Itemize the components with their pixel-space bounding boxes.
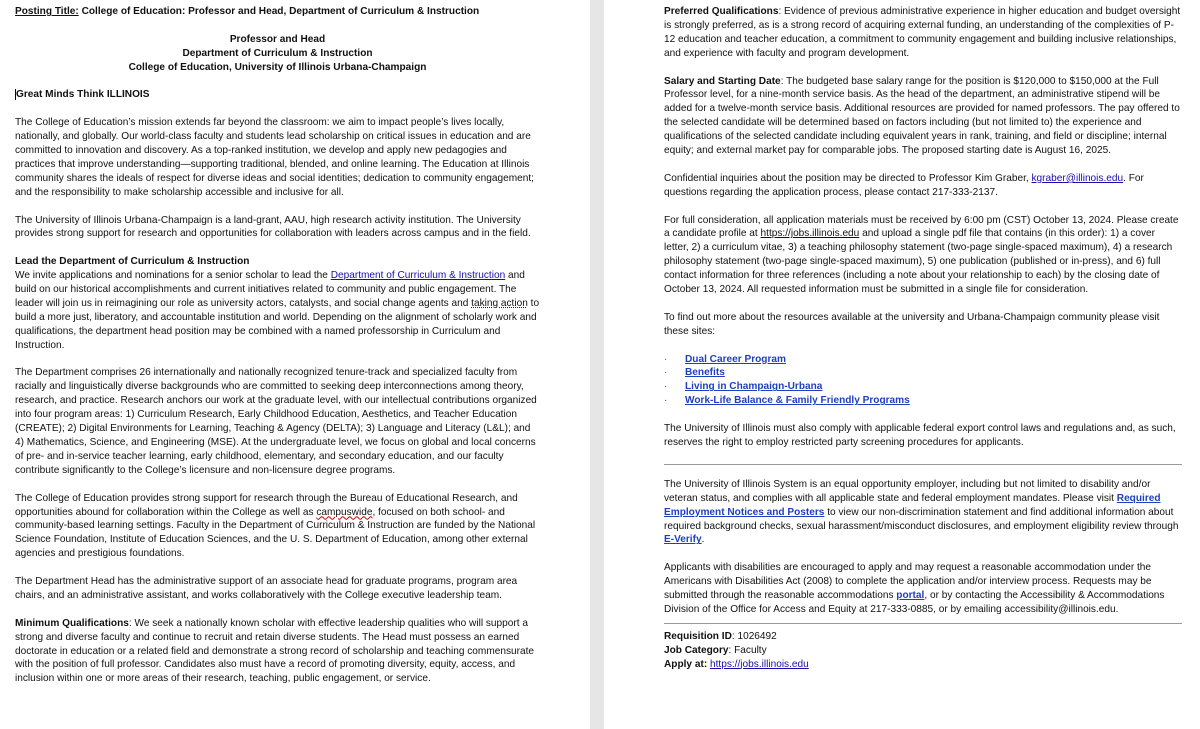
list-item [664, 366, 1182, 380]
list-item [664, 353, 1182, 367]
list-item [664, 380, 1182, 394]
document-page-right [604, 0, 1200, 729]
minimum-qualifications-text: : We seek a nationally known scholar with effective leadership qualities who will support a strong and diverse faculty and continue to recruit and retain diverse students. The Head must possess an earned doctorate in education or a related field and demonstrate a strong record of scholarship and teaching commensurate with the position of full professor. Candidates also must have a record of promoting diversity, equity, access, and inclusion within one or more areas of their research, teaching, public engagement, or service. [15, 617, 535, 685]
full-consideration-paragraph [664, 214, 1182, 297]
contact-email-link[interactable]: kgraber@illinois.edu [1031, 172, 1124, 184]
e-verify-link[interactable]: E-Verify [664, 534, 702, 546]
requisition-value: : 1026492 [731, 630, 777, 642]
lead-text-1: We invite applications and nominations for a senior scholar to lead the [15, 270, 331, 282]
support-text-1: The College of Education provides strong support for research through the Bureau of Educational Research, and opportunities abound for collaboration within the College as well as [15, 492, 518, 518]
preferred-qualifications-paragraph [664, 5, 1182, 61]
jobs-site-link[interactable]: https://jobs.illinois.edu [760, 228, 860, 240]
accommodations-paragraph [664, 561, 1182, 617]
resources-paragraph: To find out more about the resources available at the university and Urbana-Champaign community please visit these sites: [664, 311, 1160, 337]
page-right-content [664, 5, 1182, 672]
eeo-text-1: The University of Illinois System is an equal opportunity employer, including but not limited to disability and/or veteran status, and complies with all applicable state and federal employment mandates. Please visit [664, 478, 1151, 504]
department-link[interactable]: Department of Curriculum & Instruction [330, 270, 506, 282]
heading-line-college: College of Education, University of Illinois Urbana-Champaign [128, 61, 427, 73]
university-paragraph: The University of Illinois Urbana-Champaign is a land-grant, AAU, high research activity institution. The University provides strong support for research and opportunities for collaboration with leaders across campus and in the field. [15, 214, 531, 240]
apply-link[interactable]: https://jobs.illinois.edu [710, 658, 809, 670]
confidential-inquiries-paragraph [664, 172, 1182, 200]
salary-paragraph [664, 75, 1182, 158]
salary-text: : The budgeted base salary range for the position is $120,000 to $150,000 at the Full Professor level, for a nine-month service basis. As the head of the department, an administrative stipend will be added for a twelve-month service basis. Additional resources are provided for named professors. The pay offered to the selected candidate will be determined based on factors including (but not limited to) the experience and qualifications of the selected candidate including equivalent years in rank, training, and field or discipline; internal equity; and external market pay for comparable jobs. The proposed starting date is August 16, 2025. [664, 75, 1180, 157]
conf-text-2: . For questions regarding the application process, please contact 217-333-2137. [664, 172, 1144, 198]
accommodations-portal-link[interactable]: portal [896, 590, 925, 602]
head-paragraph: The Department Head has the administrative support of an associate head for graduate programs, program area chairs, and an administrative assistant, and works collaboratively with the College executive leadership team. [15, 576, 518, 601]
resource-links-list [664, 353, 1182, 409]
posting-title: College of Education: Professor and Head, Department of Curriculum & Instruction [81, 6, 480, 17]
preferred-qualifications-label: Preferred Qualifications [664, 6, 779, 17]
misspelled-word[interactable]: campuswide [316, 506, 373, 518]
apply-label: Apply at: [664, 658, 708, 670]
requisition-line [664, 630, 1182, 644]
minimum-qualifications-label: Minimum Qualifications [15, 617, 129, 629]
full-text-2: and upload a single pdf file that contains (in this order): 1) a cover letter, 2) a curriculum vitae, 3) a teaching philosophy statement (two-page single-spaced maximum), 4) a research philosophy statement (two-page single-spaced maximum), 5) one publication (published or in-press), and 6) full contact information for three references (including a note about your relationship to each) by the closing date of October 13, 2024. All requested information must be submitted in a single file for consideration. [664, 228, 1173, 296]
requisition-label: Requisition ID [664, 630, 732, 642]
divider [664, 623, 1182, 624]
lead-heading: Lead the Department of Curriculum & Instruction [15, 256, 250, 268]
lead-text-2: and build on our historical accomplishments and current initiatives related to community and public engagement. The leader will join us in reimagining our role as university actors, catalysts, and social change agents and [15, 270, 525, 309]
document-page-left [0, 0, 590, 729]
page-gutter [590, 0, 604, 729]
conf-text-1: Confidential inquiries about the position may be directed to Professor Kim Graber, [664, 172, 1032, 184]
taking-action-link[interactable]: taking action [471, 297, 528, 309]
ada-text-2: , or by contacting the Accessibility & Accommodations Division of the Office for Access and Equity at 217-333-0885, or by emailing accessibility@illinois.edu. [664, 590, 1165, 615]
page-left-content [15, 5, 540, 700]
job-category-line [664, 644, 1182, 658]
export-control-paragraph: The University of Illinois must also comply with applicable federal export control laws and regulations and, as such, reserves the right to employ restricted party screening procedures for applicants. [664, 423, 1176, 448]
job-category-value: : Faculty [728, 644, 767, 656]
support-paragraph [15, 492, 540, 562]
support-text-2: , focused on both school- and community-based learning settings. Faculty in the Department of Curriculum & Instruction are funded by the National Science Foundation, Institute of Education Sciences, and the U. S. Department of Education, among other external agencies and prestigious foundations. [15, 506, 536, 560]
eeo-text-3: . [701, 534, 705, 546]
tagline-line [15, 88, 540, 102]
ada-text-1: Applicants with disabilities are encouraged to apply and may request a reasonable accommodation under the Americans with Disabilities Act (2008) to complete the application and/or interview process. Requests may be submitted through the reasonable accommodations [664, 562, 1152, 602]
apply-line [664, 658, 1182, 672]
list-item [664, 394, 1182, 408]
lead-paragraph [15, 255, 540, 352]
salary-label: Salary and Starting Date [664, 75, 781, 87]
department-paragraph: The Department comprises 26 internationally and nationally recognized tenure-track and specialized faculty from racially and linguistically diverse backgrounds who are committed to seeking deep interconnections among theory, research, and practice. Research anchors our work at the graduate level, with our intellectual contributions organized into four program areas: 1) Curriculum Research, Early Childhood Education, Aesthetics, and Teacher Education (CREATE); 2) Digital Environments for Learning, Teaching & Agency (DELTA); 3) Language and Literacy (L&L); and 4) Mathematics, Science, and Engineering (MSE). At the undergraduate level, we focus on global and local concerns of pre- and in-service teacher learning, early childhood, elementary, and secondary education, and our faculty contribute significantly to the College’s licensure and non-licensure degree programs. [15, 367, 537, 476]
job-category-label: Job Category [664, 644, 729, 656]
equal-opportunity-paragraph [664, 478, 1182, 548]
lead-text-3: to build a more just, liberatory, and accountable institution and world. Depending on the alignment of scholarly work and qualifications, the department head position may be combined with a named professorship in Curriculum and Instruction. [15, 297, 540, 351]
work-life-balance-link[interactable]: Work-Life Balance & Family Friendly Programs [685, 395, 910, 407]
benefits-link[interactable]: Benefits [685, 367, 725, 379]
employment-notices-link[interactable]: Required Employment Notices and Posters [664, 492, 1161, 518]
living-champaign-urbana-link[interactable]: Living in Champaign-Urbana [685, 381, 823, 393]
tagline: Great Minds Think ILLINOIS [16, 89, 150, 101]
dual-career-link[interactable]: Dual Career Program [685, 353, 786, 365]
full-text-1: For full consideration, all application materials must be received by 6:00 pm (CST) October 13, 2024. Please create a candidate profile at [664, 214, 1179, 240]
posting-title-line [15, 5, 540, 19]
document-heading [15, 33, 540, 75]
minimum-qualifications-paragraph [15, 617, 540, 687]
eeo-text-2: to view our non-discrimination statement and find additional information about required background checks, sexual harassment/misconduct disclosures, and employment eligibility review through [664, 506, 1179, 532]
divider [664, 464, 1182, 465]
heading-line-position: Professor and Head [229, 33, 326, 45]
intro-paragraph: The College of Education’s mission extends far beyond the classroom: we aim to impact people’s lives locally, nationally, and globally. Our world-class faculty and students lead scholarship on critical issues in education and are committed to innovation and discovery. As a top-ranked institution, we develop and apply new pedagogies and practices that improve understanding—supporting traditional, blended, and online learning. The Education at Illinois community shares the ideals of respect for diverse ideas and social identities; dedication to community engagement; and the responsibility to make scholarship accessible and inclusive for all. [15, 117, 534, 198]
posting-title-label: Posting Title: [15, 6, 79, 17]
heading-line-department: Department of Curriculum & Instruction [182, 47, 373, 59]
preferred-qualifications-text: : Evidence of previous administrative experience in higher education and budget oversight is strongly preferred, as is a strong record of acquiring external funding, an understanding of the complexities of P-12 education and teacher education, a commitment to community engagement and building inclusive relationships, and experience with faculty and program development. [664, 6, 1181, 59]
